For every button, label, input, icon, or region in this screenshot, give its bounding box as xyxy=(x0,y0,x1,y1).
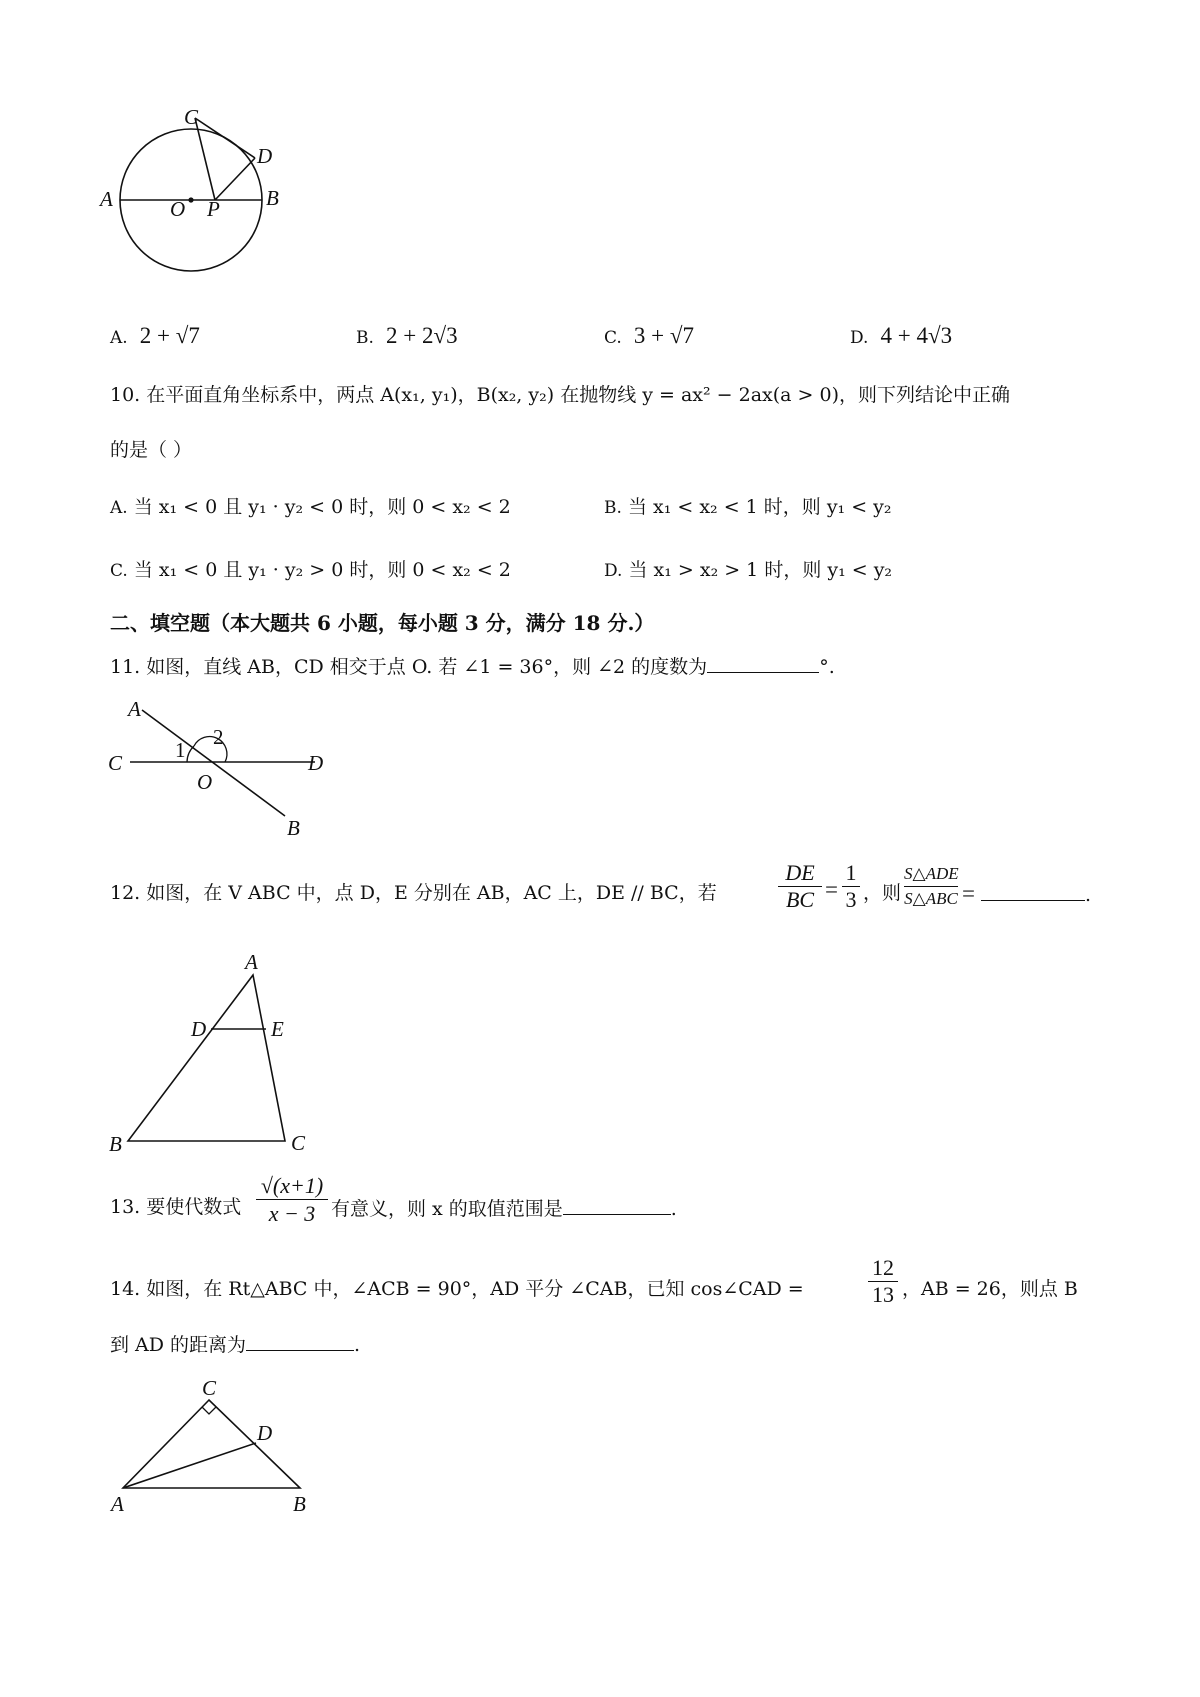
q11-stem: 11. 如图，直线 AB，CD 相交于点 O. 若 ∠1 = 36°，则 ∠2 的度数为 °. xyxy=(110,652,835,680)
label-d: D xyxy=(308,751,324,775)
label-d: D xyxy=(257,1421,273,1445)
label-a: A xyxy=(128,697,141,721)
q12-answer-area: = . xyxy=(962,881,1092,906)
q9-option-d: D. 4 + 4√3 xyxy=(850,323,953,348)
q12-fraction-one-third: $\frac{1}{3}$ xyxy=(842,860,860,913)
q12-stem-mid: ，则 xyxy=(863,882,902,904)
segment-dp xyxy=(215,158,255,200)
q13-fraction: $\frac{√(x+1)}{x - 3}$ xyxy=(256,1172,328,1227)
triangle-abc xyxy=(128,975,285,1141)
q9-circle-figure xyxy=(95,105,305,290)
segment-ad xyxy=(123,1443,256,1488)
q10-option-c: C. 当 x₁ < 0 且 y₁ · y₂ > 0 时，则 0 < x₂ < 2 xyxy=(110,559,511,581)
label-c: C xyxy=(202,1376,217,1400)
label-c: C xyxy=(184,105,199,129)
label-d: D xyxy=(257,144,273,168)
q9-option-a: A. 2 + √7 xyxy=(110,323,200,348)
label-d: D xyxy=(191,1017,207,1041)
section-2-heading: 二、填空题（本大题共 6 小题，每小题 3 分，满分 18 分.） xyxy=(110,611,655,635)
q10-option-d: D. 当 x₁ > x₂ > 1 时，则 y₁ < y₂ xyxy=(604,559,893,581)
q10-option-a: A. 当 x₁ < 0 且 y₁ · y₂ < 0 时，则 0 < x₂ < 2 xyxy=(110,496,511,518)
q11-intersecting-lines-figure xyxy=(105,692,345,842)
q12-answer-blank[interactable] xyxy=(981,880,1085,901)
label-c: C xyxy=(108,751,123,775)
q12-triangle-figure xyxy=(105,945,355,1160)
label-e: E xyxy=(271,1017,284,1041)
angle-1-label: 1 xyxy=(175,738,186,762)
q9-option-b: B. 2 + 2√3 xyxy=(356,323,458,348)
q14-right-triangle-figure xyxy=(105,1375,335,1520)
q12-area-ratio: S△ADE S△ABC xyxy=(904,862,958,911)
label-b: B xyxy=(109,1132,122,1156)
label-a: A xyxy=(111,1492,124,1516)
angle-2-label: 2 xyxy=(213,725,224,749)
q10-option-b: B. 当 x₁ < x₂ < 1 时，则 y₁ < y₂ xyxy=(604,496,892,518)
q12-fraction-de-bc: $\frac{DE}{BC}$ xyxy=(778,860,822,913)
q14-stem-line1: 14. 如图，在 Rt△ABC 中，∠ACB = 90°，AD 平分 ∠CAB，已知 cos∠CAD = xyxy=(110,1278,804,1300)
q11-answer-blank[interactable] xyxy=(707,652,819,673)
label-a: A xyxy=(245,950,258,974)
q13-stem-end: 有意义，则 x 的取值范围是 . xyxy=(331,1194,677,1222)
label-p: P xyxy=(207,197,220,221)
center-dot xyxy=(188,197,193,202)
q14-answer-blank[interactable] xyxy=(246,1330,354,1351)
q14-stem-line1-end: ，AB = 26，则点 B xyxy=(902,1278,1078,1300)
q13-answer-blank[interactable] xyxy=(563,1194,671,1215)
label-c: C xyxy=(291,1131,306,1155)
label-b: B xyxy=(266,186,279,210)
right-angle-mark xyxy=(202,1407,216,1414)
label-a: A xyxy=(100,187,113,211)
label-o: O xyxy=(197,770,213,794)
q9-option-c: C. 3 + √7 xyxy=(604,323,695,348)
triangle-abc xyxy=(123,1400,300,1488)
q13-stem-start: 13. 要使代数式 xyxy=(110,1196,242,1218)
label-b: B xyxy=(287,816,300,840)
label-b: B xyxy=(293,1492,306,1516)
label-o: O xyxy=(170,197,186,221)
q12-equals-1: = xyxy=(825,877,838,902)
q14-stem-line2: 到 AD 的距离为 . xyxy=(110,1330,360,1358)
q10-stem-line2: 的是（ ） xyxy=(110,439,193,461)
q14-fraction: $\frac{12}{13}$ xyxy=(868,1255,898,1308)
q12-stem-start: 12. 如图，在 V ABC 中，点 D，E 分别在 AB，AC 上，DE // BC，若 xyxy=(110,882,717,904)
q10-stem-line1: 10. 在平面直角坐标系中，两点 A(x₁, y₁)，B(x₂, y₂) 在抛物线 y = ax² − 2ax(a > 0)，则下列结论中正确 xyxy=(110,384,1010,406)
